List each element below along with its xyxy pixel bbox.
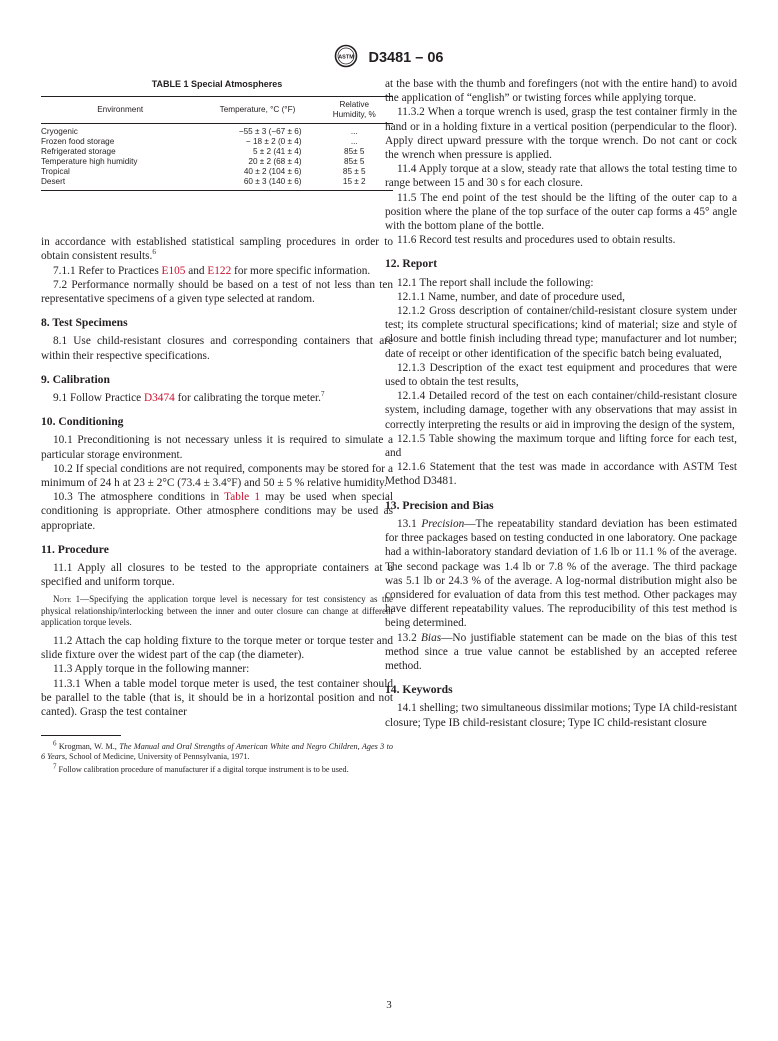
right-column	[385, 77, 737, 730]
cell-humidity: 85 ± 5	[342, 167, 366, 177]
paragraph-12-1-2: 12.1.2 Gross description of container/child-resistant closure system under test; its complete structural specifications; kind of material; size and style of closure and bottle finish including thread type; manufacturer and lot number; date of receipt or other identification of the specific batch being evaluated,	[385, 305, 737, 360]
paragraph-8-1: 8.1 Use child-resistant closures and corresponding containers that are within their respective specifications.	[41, 335, 393, 362]
link-e122[interactable]: E122	[207, 264, 232, 277]
paragraph-12-1-4: 12.1.4 Detailed record of the test on each container/child-resistant closure system, including damage, together with any observations that may assist in correctly interpreting the results or aid in improving the design of the system,	[385, 390, 737, 431]
paragraph-11-1: 11.1 Apply all closures to be tested to the appropriate containers at a specified and uniform torque.	[41, 562, 393, 589]
cell-environment: Frozen food storage	[41, 137, 115, 147]
paragraph-continued: in accordance with established statistical sampling procedures in order to obtain consistent results.$^6$	[41, 236, 393, 263]
footnote-divider	[41, 735, 121, 736]
cell-temperature: 20 ± 2 (68 ± 4)	[248, 157, 302, 167]
footnote-ref[interactable]: 6	[152, 248, 156, 257]
table-row	[41, 124, 393, 138]
table-row	[41, 177, 393, 191]
cell-humidity: 85± 5	[344, 157, 365, 167]
page-number: 3	[386, 999, 392, 1011]
section-heading-13: 13. Precision and Bias	[385, 498, 494, 512]
cell-temperature: 40 ± 2 (104 ± 6)	[243, 167, 302, 177]
cell-humidity: 15 ± 2	[316, 177, 393, 191]
table-row	[41, 137, 393, 147]
paragraph-11-3: 11.3 Apply torque in the following manner:	[53, 663, 250, 676]
cell-environment: Temperature high humidity	[41, 157, 138, 167]
table-row	[41, 147, 393, 157]
note-1: Note 1—Specifying the application torque level is necessary for test consistency as the physical relationship/interlocking between the inner and outer closure can change at different application torque levels.	[41, 594, 393, 628]
section-heading-9: 9. Calibration	[41, 372, 110, 386]
designation: D3481 – 06	[368, 49, 444, 66]
paragraph-13-1: 13.1 Precision—The repeatability standard deviation has been estimated for three packages based on testing conducted in one laboratory. One package had a within-laboratory standard deviation of 1.6 lb or 11.1 % of the average. The second package was 1.4 lb or 7.8 % of the average. The third package was 5.1 lb or 24.3 % of the average. A log-normal distribution might also be considered for evaluation of data from this test method. Other packages may have different repeatability values. The reproducibility of this test method is being determined.	[385, 517, 738, 630]
paragraph-12-1-6: 12.1.6 Statement that the test was made in accordance with ASTM Test Method D3481.	[385, 461, 737, 488]
paragraph-7-1-1: 7.1.1 Refer to Practices E105 and E122 for more specific information.	[53, 264, 371, 277]
cell-environment: Refrigerated storage	[41, 147, 116, 157]
cell-temperature: −55 ± 3 (−67 ± 6)	[238, 127, 302, 137]
cell-temperature: − 18 ± 2 (0 ± 4)	[245, 137, 302, 147]
paragraph-11-3-2: 11.3.2 When a torque wrench is used, grasp the test container firmly in the hand or in a holding fixture in a vertical position (perpendicular to the floor). Apply direct upward pressure with the torque wrench. Do not cant or cock the wrench when pressure is applied.	[385, 106, 737, 162]
paragraph-10-1: 10.1 Preconditioning is not necessary unless it is required to simulate a particular storage environment.	[41, 434, 393, 461]
page-header	[0, 44, 778, 72]
table-row	[41, 157, 393, 167]
paragraph-10-2: 10.2 If special conditions are not required, components may be stored for a minimum of 24 h at 23 ± 2°C (73.4 ± 3.4°F) and 50 ± 5 % relative humidity.	[41, 462, 393, 490]
cell-environment: Cryogenic	[41, 127, 78, 137]
paragraph-12-1: 12.1 The report shall include the following:	[397, 276, 594, 289]
col-header-humidity: Relative Humidity, %	[316, 97, 393, 124]
table-row	[41, 167, 393, 177]
link-table-1[interactable]: Table 1	[224, 491, 261, 504]
col-header-environment: Environment	[41, 97, 199, 124]
link-e105[interactable]: E105	[161, 264, 186, 277]
paragraph-13-2: 13.2 Bias—No justifiable statement can be made on the bias of this test method since a true value cannot be established by an accepted referee method.	[385, 631, 738, 672]
paragraph-11-5: 11.5 The end point of the test should be the lifting of the outer cap to a position where the plane of the top surface of the outer cap forms a 45° angle with the bottom plane of the bottle.	[385, 191, 737, 233]
paragraph-14-1: 14.1 shelling; two simultaneous dissimilar motions; Type IA child-resistant closure; Type IB child-resistant closure; Type IC child-resistant closure	[385, 702, 737, 729]
footnote-7: $^7$ Follow calibration procedure of manufacturer if a digital torque instrument is to be used.	[53, 761, 349, 774]
paragraph-12-1-5: 12.1.5 Table showing the maximum torque and lifting force for each test, and	[385, 432, 737, 460]
paragraph-11-3-1: 11.3.1 When a table model torque meter is used, the test container should be parallel to the table (that is, it should be in a horizontal position and not canted). Grasp the test container	[41, 677, 393, 718]
section-heading-12: 12. Report	[385, 257, 438, 271]
cell-environment: Tropical	[41, 167, 70, 177]
paragraph-9-1: 9.1 Follow Practice D3474 for calibrating the torque meter.$^7$	[53, 390, 325, 405]
paragraph-continued: at the base with the thumb and forefingers (not with the entire hand) to avoid the application of “english” or twisting forces while applying torque.	[385, 78, 737, 105]
section-heading-8: 8. Test Specimens	[41, 316, 128, 330]
section-heading-10: 10. Conditioning	[41, 415, 124, 429]
paragraph-11-2: 11.2 Attach the cap holding fixture to the torque meter or torque tester and slide fixture over the widest part of the cap (the diameter).	[41, 634, 393, 662]
footnote-6: $^6$ Krogman, W. M., The Manual and Oral Strengths of American White and Negro Children, Ages 3 to 6 Years, School of Medicine, University of Pennsylvania, 1971.	[41, 739, 394, 762]
link-d3474[interactable]: D3474	[144, 392, 175, 405]
cell-temperature: 5 ± 2 (41 ± 4)	[252, 147, 302, 157]
astm-logo-icon	[334, 44, 358, 72]
cell-humidity: 85± 5	[344, 147, 365, 157]
section-heading-14: 14. Keywords	[385, 683, 453, 697]
col-header-temperature: Temperature, °C (°F)	[199, 97, 315, 124]
left-column	[41, 77, 393, 777]
paragraph-12-1-3: 12.1.3 Description of the exact test equipment and procedures that were used to obtain the test results,	[385, 361, 737, 389]
table-title: TABLE 1 Special Atmospheres	[151, 79, 283, 89]
cell-temperature: 60 ± 3 (140 ± 6)	[199, 177, 315, 191]
cell-humidity: ...	[350, 127, 358, 137]
cell-environment: Desert	[41, 177, 199, 191]
paragraph-11-4: 11.4 Apply torque at a slow, steady rate that allows the total testing time to range between 15 and 30 s for each closure.	[385, 163, 737, 190]
paragraph-7-2: 7.2 Performance normally should be based on a test of not less than ten representative specimens of a given type selected at random.	[41, 278, 393, 306]
special-atmospheres-table	[41, 96, 393, 191]
cell-humidity: ...	[350, 137, 358, 147]
paragraph-11-6: 11.6 Record test results and procedures used to obtain results.	[397, 234, 676, 247]
svg-text:ASTM: ASTM	[338, 54, 355, 61]
section-heading-11: 11. Procedure	[41, 542, 109, 556]
paragraph-12-1-1: 12.1.1 Name, number, and date of procedure used,	[397, 290, 625, 303]
paragraph-10-3: 10.3 The atmosphere conditions in Table 1 may be used when special conditioning is appropriate. Other atmosphere conditions may be used as appropriate.	[41, 491, 393, 532]
footnote-ref[interactable]: 7	[320, 390, 325, 399]
